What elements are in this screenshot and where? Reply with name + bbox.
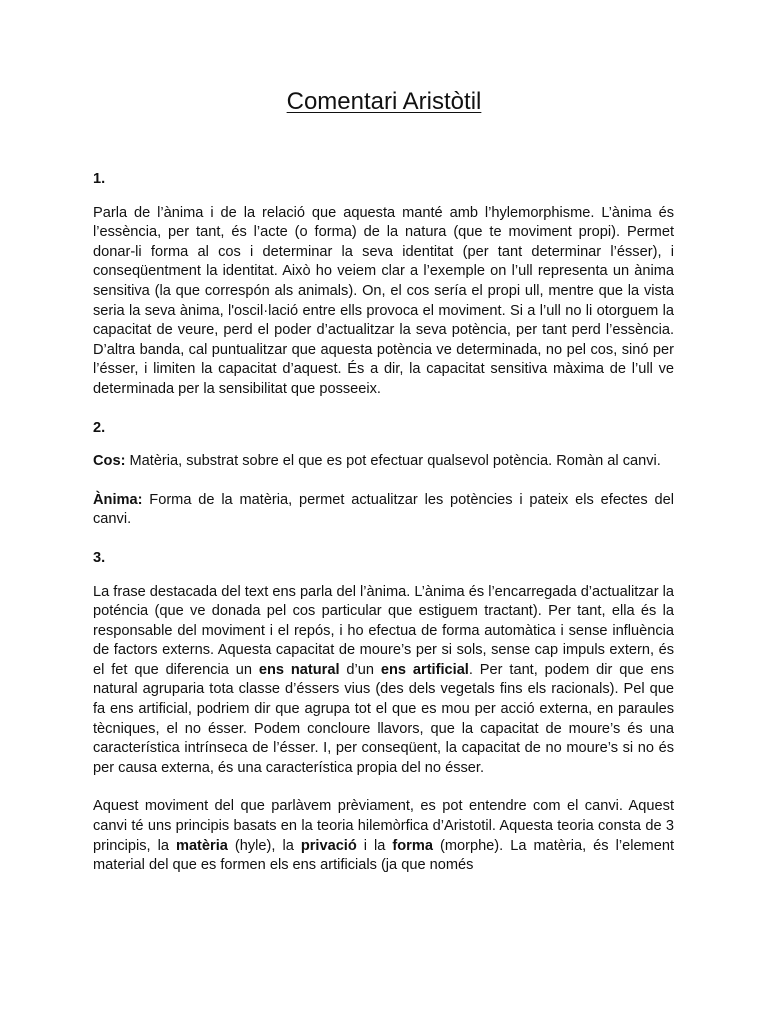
section-2-number: 2. <box>93 419 106 436</box>
section-3-number: 3. <box>93 549 106 566</box>
term-materia: matèria <box>175 837 228 854</box>
text-run: La frase destacada del text ens parla del l’ànima. L’ànima és l’encarregada d’actualitzar la poténcia (que ve donada pel cos particular que estiguem tractant). Per tant, ella és la responsable del moviment i el repós, i ho efectua de forma automàtica i sense influència de factors externs. Aquesta capacitat de moure’s per si sols, sense cap impuls extern, és el fet que diferencia un <box>93 583 674 678</box>
term-privacio: privació <box>300 837 357 854</box>
section-1-paragraph: Parla de l’ànima i de la relació que aquesta manté amb l’hylemorphisme. L’ànima és l’essència, per tant, és l’acte (o forma) de la natura (que te moviment propi). Permet donar-li forma al cos i determinar la seva identitat (per tant determinar l’ésser), i conseqüentment la identitat. Això ho veiem clar a l’exemple on l’ull representa un ànima sensitiva (la que correspón als animals). On, el cos sería el propi ull, mentre que la vista seria la seva ànima, l'oscil·lació entre ells provoca el moviment. Si a l’ull no li otorguem la capacitat de veure, perd el poder d’actualitzar la seva potència, per tant perd l’essència. D’altra banda, cal puntualitzar que aquesta potència ve determinada, no pel cos, sinó per l’ésser, i limiten la capacitat d’aquest. És a dir, la capacitat sensitiva màxima de l’ull ve determinada per la sensibilitat que posseeix. <box>93 204 674 397</box>
text-run: d’un <box>339 661 381 678</box>
cos-term: Cos: <box>93 453 126 470</box>
anima-definition: Forma de la matèria, permet actualitzar les potències i pateix els efectes del canvi. <box>93 491 674 528</box>
term-ens-artificial: ens artificial <box>380 661 469 678</box>
text-run: Aquest moviment del que parlàvem prèviament, es pot entendre com el canvi. Aquest canvi té uns principis basats en la teoria hilemòrfica d’Aristotil. Aquesta teoria consta de 3 principis, la <box>93 798 674 854</box>
text-run: (morphe). La matèria, és l’element material del que es formen els ens artificials (ja que només <box>93 837 675 874</box>
section-3-paragraph-1 <box>93 583 674 779</box>
term-forma: forma <box>392 837 433 854</box>
section-1-number: 1. <box>93 171 106 187</box>
anima-term: Ànima: <box>93 491 143 508</box>
section-3-paragraph-2 <box>93 797 674 875</box>
text-run: (hyle), la <box>227 837 301 854</box>
document-title: Comentari Aristòtil <box>286 88 482 115</box>
section-2-anima-paragraph <box>93 491 674 530</box>
term-ens-natural: ens natural <box>258 661 340 678</box>
text-run: . Per tant, podem dir que ens natural agruparia tota classe d’éssers vius (des dels vegetals fins els racionals). Pel que fa ens artificial, podriem dir que agrupa tot el que es mou per acció externa, en paraules tècniques, el no ésser. Podem concloure llavors, que la capacitat de moure’s és una característica intrínseca de l’ésser. I, per conseqüent, la capacitat de no moure’s si no és per causa externa, és una característica propia del no ésser. <box>93 661 675 776</box>
cos-definition: Matèria, substrat sobre el que es pot efectuar qualsevol potència. Romàn al canvi. <box>125 453 661 470</box>
section-2-cos-paragraph <box>93 452 674 472</box>
text-run: i la <box>356 837 393 854</box>
document-body <box>93 170 674 895</box>
